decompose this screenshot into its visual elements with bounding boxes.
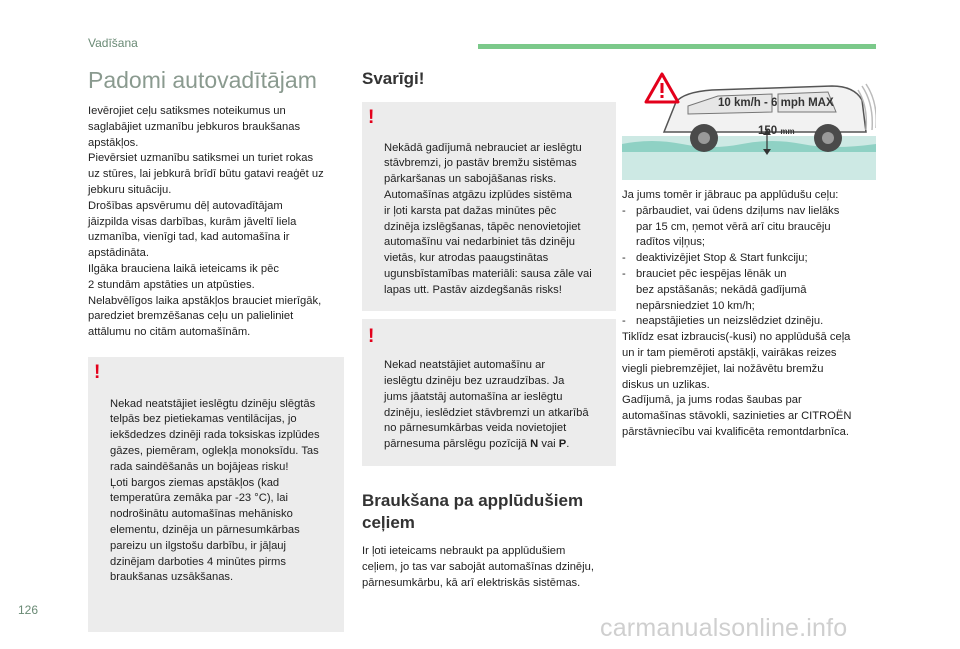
list-item: - neapstājieties un neizslēdziet dzinēju. xyxy=(622,314,876,330)
section-title-flooded-roads: Braukšana pa applūdušiem ceļiem xyxy=(362,490,584,532)
watermark: carmanualsonline.info xyxy=(600,614,848,642)
header-accent-bar xyxy=(478,44,876,49)
warning-exclamation-icon: ! xyxy=(368,325,375,347)
list-item: - pārbaudiet, vai ūdens dziļums nav lielāks par 15 cm, ņemot vērā arī citu braucēju radītos viļņus; xyxy=(622,204,876,251)
flooded-roads-intro-text: Ir ļoti ieteicams nebraukt pa applūdušiem ceļiem, jo tas var sabojāt automašīnas dzinēju, pārnesumkārbu, kā arī elektriskās sistēmas. xyxy=(362,544,594,589)
flooded-lead-text: Ja jums tomēr ir jābrauc pa applūdušu ceļu: xyxy=(622,189,839,201)
water-depth-value: 150 xyxy=(758,125,778,137)
speed-limit-label: 10 km/h - 6 mph MAX xyxy=(718,97,834,109)
section-title-driver-tips: Padomi autovadītājam xyxy=(88,67,317,93)
driver-tips-text: Ievērojiet ceļu satiksmes noteikumus un saglabājiet uzmanību jebkuros braukšanas apstākļos. Pievērsiet uzmanību satiksmei un turiet rokas uz stūres, lai jebkurā brīdī būtu gatavi reaģēt uz jebkuru situāciju. Drošības apsvērumu dēļ autovadītājam jāizpilda visas darbības, kurām jāveltī liela uzmanība, vienīgi tad, kad automašīna ir apstādināta. Ilgāka brauciena laikā ieteicams ik pēc 2 stundām apstāties un atpūsties. Nelabvēlīgos laika apstākļos brauciet mierīgāk, paredziet bremzēšanas ceļu un palieliniet attālumu no citām automašīnām. xyxy=(88,105,324,339)
warning-exclamation-icon: ! xyxy=(368,107,375,128)
section-title-important: Svarīgi! xyxy=(362,69,425,88)
warning-box-parking-brake xyxy=(362,102,616,311)
after-flood-text: Tiklīdz esat izbraucis(-kusi) no applūdušā ceļa un ir tam piemēroti apstākļi, vairākas reizes viegli piebremzējiet, lai nožāvētu bremžu diskus un uzlikas. Gadījumā, ja jums rodas šaubas par automašīnas stāvokli, sazinieties ar CITROËN pārstāvniecību vai kvalificēta remontdarbnīca. xyxy=(622,331,852,438)
gear-position-n: N xyxy=(530,438,539,451)
column-flooded-instructions xyxy=(622,72,876,441)
water-depth-label xyxy=(758,124,795,140)
flooded-instructions-list xyxy=(622,204,876,330)
gear-position-p: P xyxy=(558,438,567,451)
warning-box-unattended-car xyxy=(362,319,616,466)
warning-box-engine-ventilation xyxy=(88,357,344,632)
flooded-road-illustration xyxy=(622,72,876,180)
warning-text-end: . xyxy=(566,438,570,451)
warning-text-parking-brake: Nekādā gadījumā nebrauciet ar ieslēgtu stāvbremzi, jo pastāv bremžu sistēmas pārkaršanas un sabojāšanas risks. Automašīnas atgāzu izplūdes sistēma ir ļoti karsta pat dažas minūtes pēc dzinēja izslēgšanas, tāpēc nenovietojiet automašīnu vai nedarbiniet tās dzinēju vietās, kur atrodas paaugstinātas ugunsbīstamības materiāli: sausa zāle vai lapas utt. Pastāv aizdegšanās risks! xyxy=(384,141,592,296)
column-driver-tips xyxy=(88,66,344,632)
warning-text-unattended-car: Nekad neatstājiet automašīnu ar ieslēgtu dzinēju bez uzraudzības. Ja jums jāatstāj automašīna ar ieslēgtu dzinēju, ieslēdziet stāvbremzi un atkarībā no pārnesumkārbas veida novietojiet pārnesuma pārslēgu pozīcijā xyxy=(384,359,589,451)
warning-exclamation-icon: ! xyxy=(94,361,101,383)
list-item: - brauciet pēc iespējas lēnāk un bez apstāšanās; nekādā gadījumā nepārsniedziet 10 km/h; xyxy=(622,267,876,314)
water-depth-unit: mm xyxy=(780,127,795,136)
car-in-water-drawing xyxy=(622,72,876,180)
header-section-label: Vadīšana xyxy=(88,36,138,50)
warning-text-engine-ventilation: Nekad neatstājiet ieslēgtu dzinēju slēgtās telpās bez pietiekamas ventilācijas, jo iekšdedzes dzinēji rada toksiskas izplūdes gāzes, piemēram, oglekļa monoksīdu. Tas rada saindēšanās un bojājeas risku! Ļoti bargos ziemas apstākļos (kad temperatūra zemāka par -23 °C), lai nodrošinātu automašīnas mehānisko elementu, dzinēja un pārnesumkārbas pareizu un ilgstošu darbību, ir jāļauj dzinējam darboties 4 minūtes pirms braukšanas uzsākšanas. xyxy=(110,397,320,584)
column-important xyxy=(362,66,616,591)
warning-text-or: vai xyxy=(538,438,559,451)
page-number: 126 xyxy=(18,603,39,617)
list-item: - deaktivizējiet Stop & Start funkciju; xyxy=(622,251,876,267)
